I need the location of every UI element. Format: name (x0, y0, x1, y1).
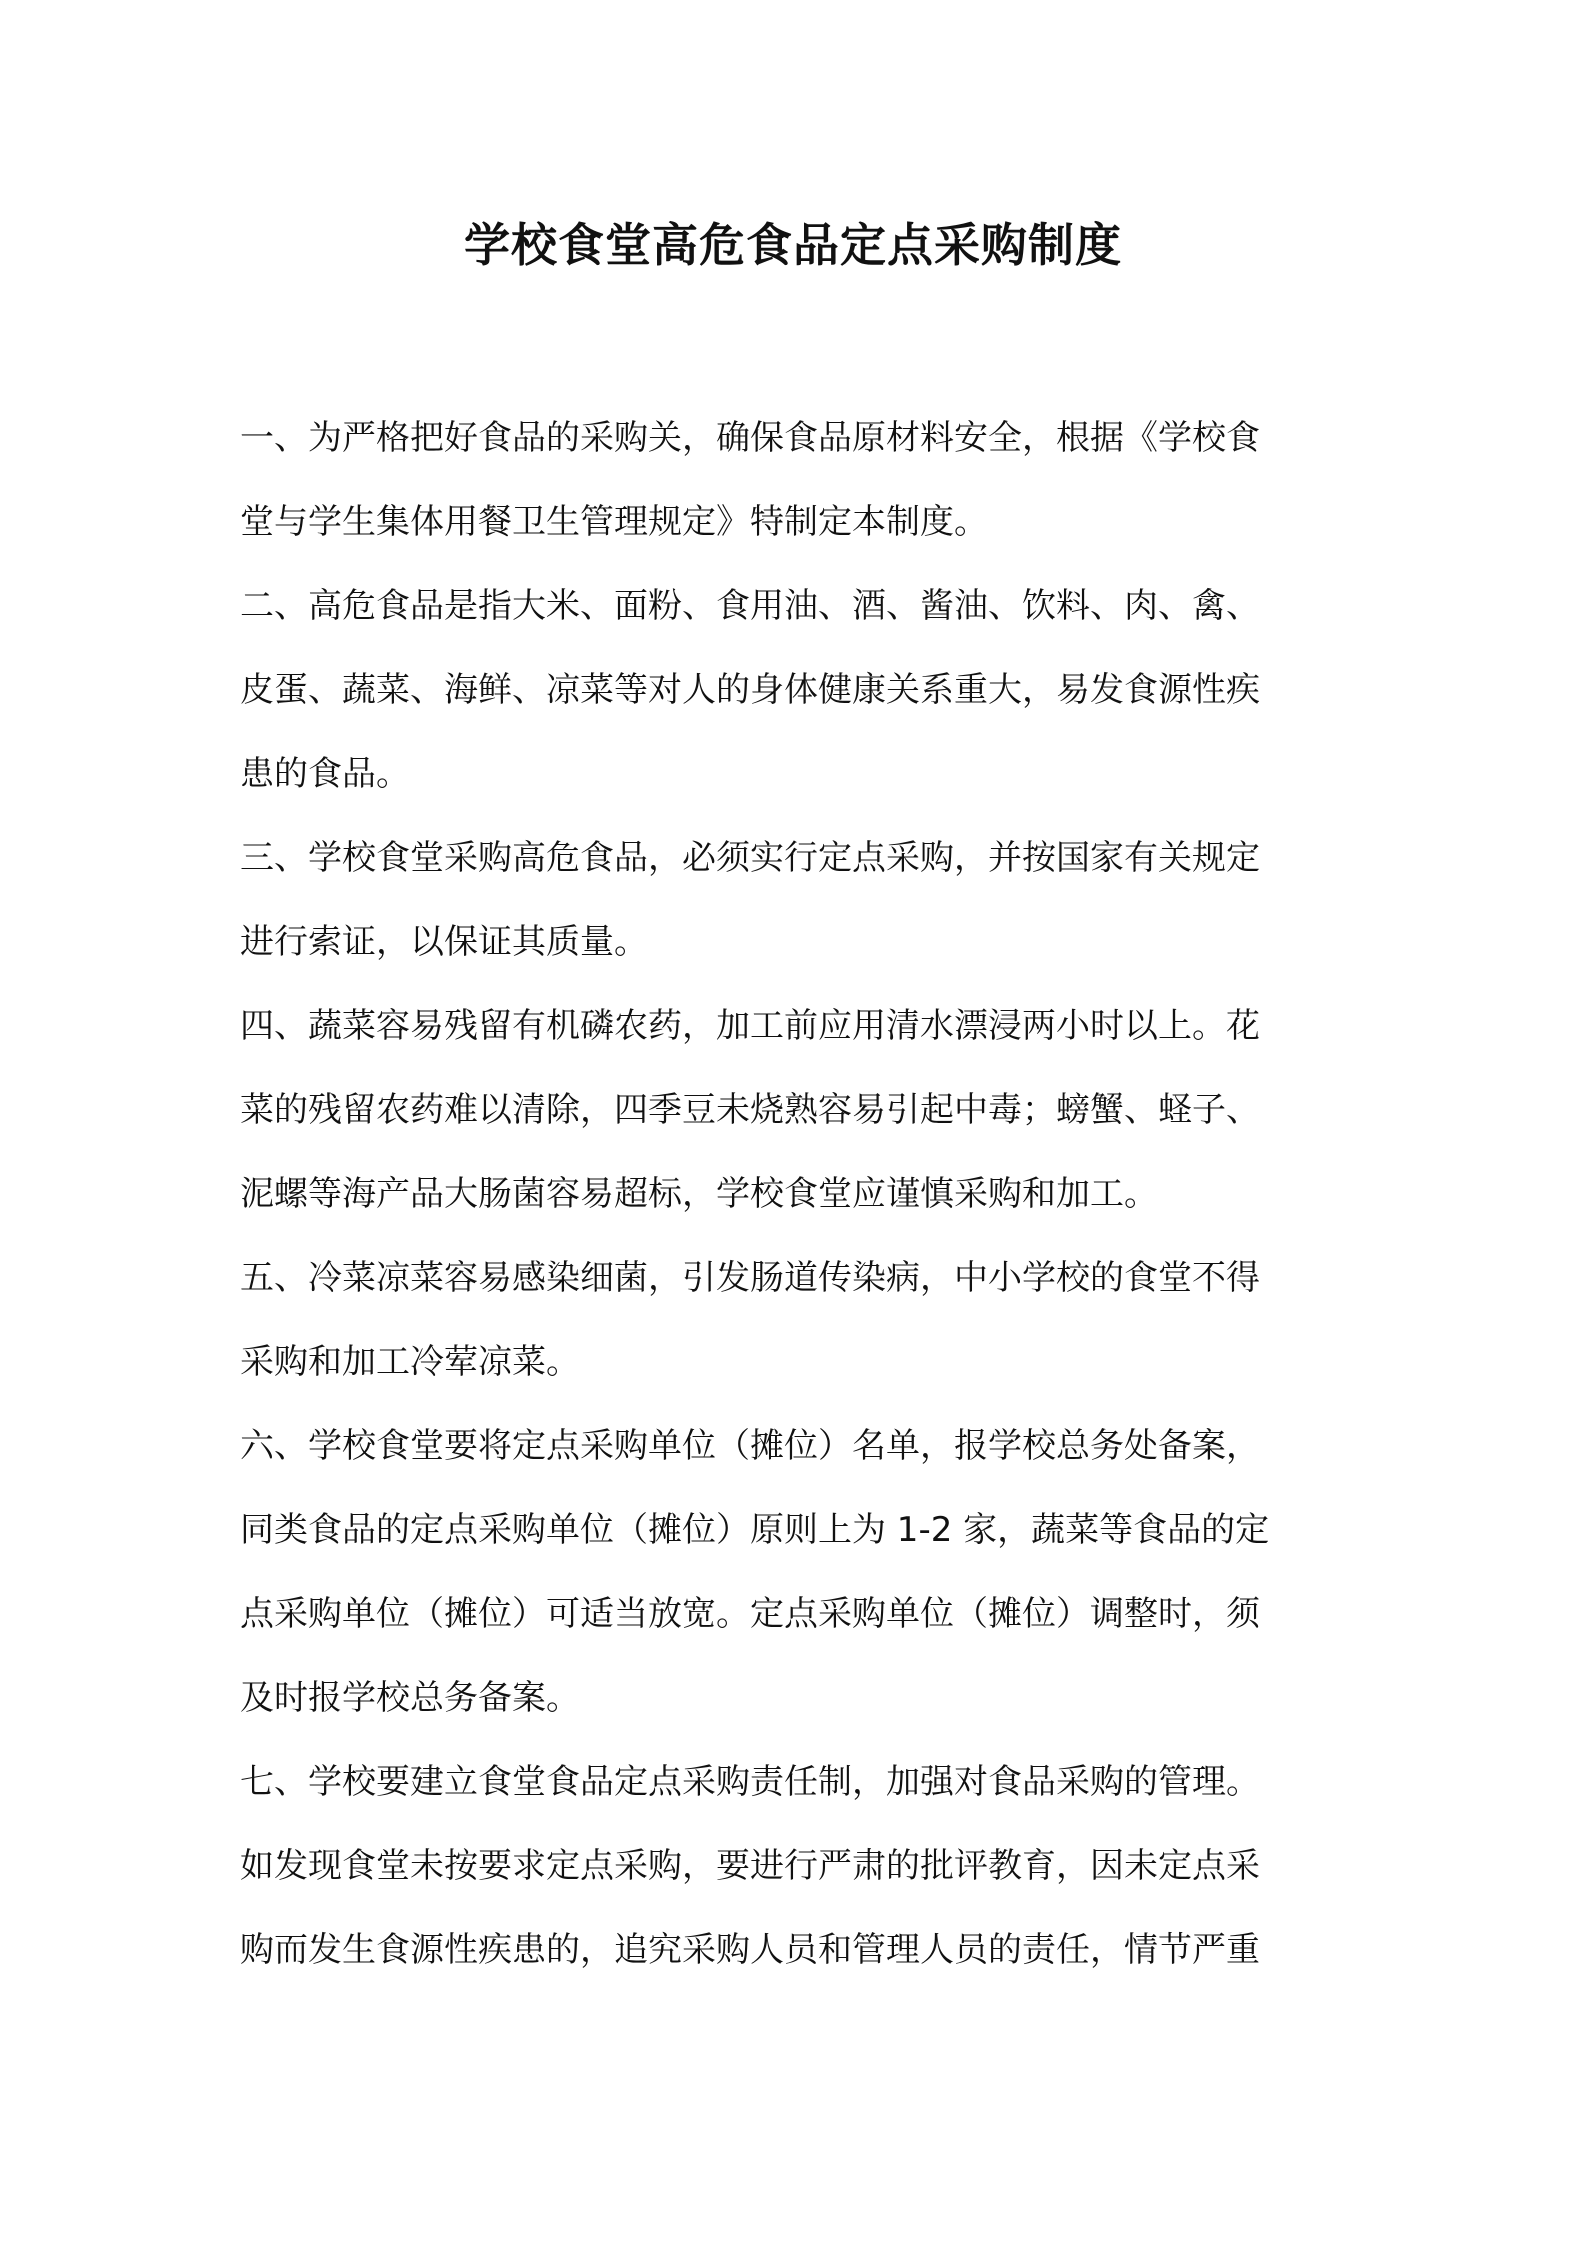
body-line: 采购和加工冷荤凉菜。 (240, 1342, 580, 1382)
document-title: 学校食堂高危食品定点采购制度 (464, 218, 1122, 272)
body-line: 堂与学生集体用餐卫生管理规定》特制定本制度。 (240, 502, 988, 542)
body-line: 泥螺等海产品大肠菌容易超标，学校食堂应谨慎采购和加工。 (240, 1174, 1158, 1214)
body-line: 同类食品的定点采购单位（摊位）原则上为 1-2 家，蔬菜等食品的定 (240, 1510, 1270, 1550)
body-line: 如发现食堂未按要求定点采购，要进行严肃的批评教育，因未定点采 (240, 1846, 1260, 1886)
body-line: 六、学校食堂要将定点采购单位（摊位）名单，报学校总务处备案， (240, 1426, 1260, 1466)
body-line: 七、学校要建立食堂食品定点采购责任制，加强对食品采购的管理。 (240, 1762, 1260, 1802)
document-body (240, 396, 1360, 1992)
body-line: 购而发生食源性疾患的，追究采购人员和管理人员的责任，情节严重 (240, 1930, 1260, 1970)
body-line: 患的食品。 (240, 754, 410, 794)
body-line: 二、高危食品是指大米、面粉、食用油、酒、酱油、饮料、肉、禽、 (240, 586, 1260, 626)
body-line: 菜的残留农药难以清除，四季豆未烧熟容易引起中毒；螃蟹、蛏子、 (240, 1090, 1260, 1130)
body-line: 及时报学校总务备案。 (240, 1678, 580, 1718)
body-line: 进行索证，以保证其质量。 (240, 922, 648, 962)
body-line: 一、为严格把好食品的采购关，确保食品原材料安全，根据《学校食 (240, 418, 1260, 458)
body-line: 三、学校食堂采购高危食品，必须实行定点采购，并按国家有关规定 (240, 838, 1260, 878)
body-line: 点采购单位（摊位）可适当放宽。定点采购单位（摊位）调整时，须 (240, 1594, 1260, 1634)
body-line: 四、蔬菜容易残留有机磷农药，加工前应用清水漂浸两小时以上。花 (240, 1006, 1260, 1046)
body-line: 五、冷菜凉菜容易感染细菌，引发肠道传染病，中小学校的食堂不得 (240, 1258, 1260, 1298)
body-line: 皮蛋、蔬菜、海鲜、凉菜等对人的身体健康关系重大，易发食源性疾 (240, 670, 1260, 710)
